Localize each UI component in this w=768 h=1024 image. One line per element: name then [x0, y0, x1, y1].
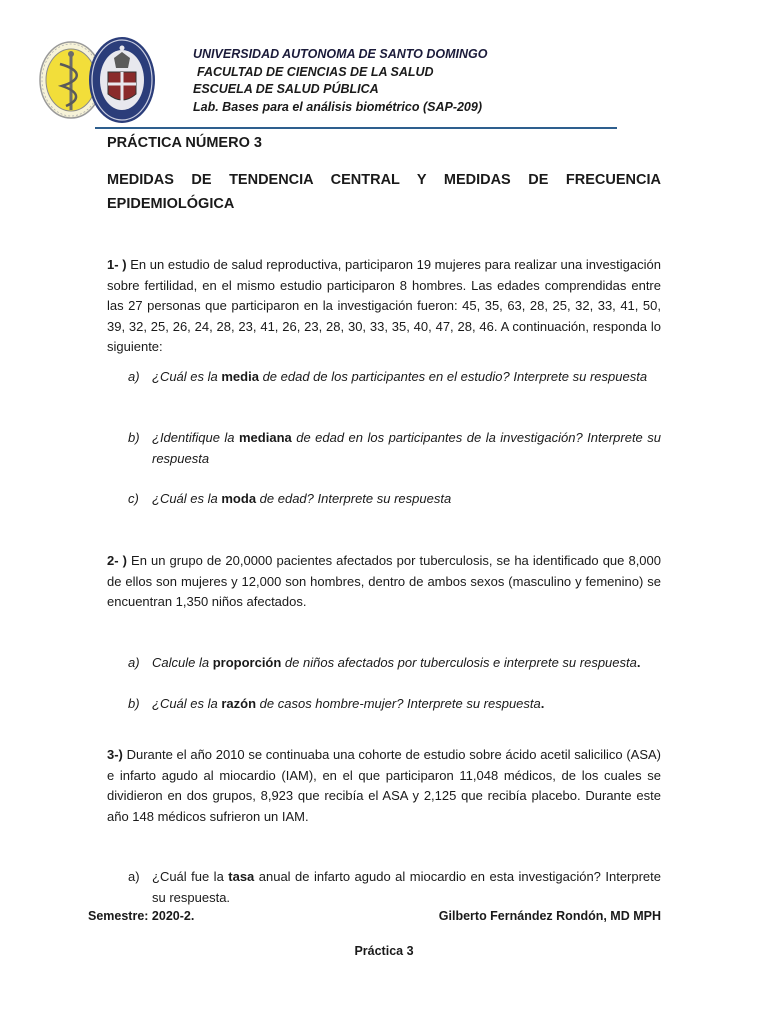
- faculty-name: FACULTAD DE CIENCIAS DE LA SALUD: [197, 64, 434, 79]
- practice-title: PRÁCTICA NÚMERO 3: [107, 135, 262, 151]
- question-number: 2- ): [107, 553, 127, 568]
- item-text: anual de infarto agudo al miocardio en esta investigación? Interprete su respuesta.: [152, 869, 662, 905]
- question-2b: [128, 694, 661, 715]
- item-marker: b): [128, 430, 140, 445]
- question-text: En un grupo de 20,0000 pacientes afectados por tuberculosis, se ha identificado que 8,000 de ellos son mujeres y 12,000 son hombres, dentro de ambos sexos (masculino y femenino) se encuentran 1,350 niños afectados.: [107, 553, 661, 609]
- item-marker: a): [128, 369, 140, 384]
- subtitle-line-2: EPIDEMIOLÓGICA: [107, 196, 235, 212]
- course-name: Lab. Bases para el análisis biométrico (SAP-209): [193, 99, 483, 114]
- item-keyword: razón: [221, 696, 257, 711]
- question-number: 3-): [107, 747, 123, 762]
- item-text: ¿Cuál es la: [152, 369, 222, 384]
- practice-subtitle: [107, 168, 661, 216]
- question-1b: [128, 428, 661, 469]
- item-text: de edad? Interprete su respuesta: [256, 491, 452, 506]
- subtitle-line-1: MEDIDAS DE TENDENCIA CENTRAL Y MEDIDAS DE FRECUENCIA: [107, 172, 661, 188]
- question-3: [107, 745, 661, 827]
- header-logos: [38, 36, 156, 124]
- item-keyword: media: [221, 369, 259, 384]
- school-name: ESCUELA DE SALUD PÚBLICA: [193, 82, 379, 96]
- item-end: .: [540, 696, 545, 711]
- item-keyword: moda: [221, 491, 257, 506]
- item-text: ¿Identifique la: [152, 430, 239, 445]
- footer-author: Gilberto Fernández Rondón, MD MPH: [438, 909, 661, 923]
- university-name: UNIVERSIDAD AUTONOMA DE SANTO DOMINGO: [193, 47, 488, 61]
- question-2a: [128, 653, 661, 674]
- question-number: 1- ): [107, 257, 127, 272]
- item-marker: c): [128, 491, 139, 506]
- header-divider: [95, 127, 617, 129]
- item-text: de casos hombre-mujer? Interprete su respuesta: [256, 696, 541, 711]
- item-marker: a): [128, 869, 140, 884]
- item-keyword: proporción: [212, 655, 282, 670]
- question-2: [107, 551, 661, 613]
- question-1: [107, 255, 661, 358]
- item-text: ¿Cuál es la: [152, 491, 222, 506]
- footer-semester: Semestre: 2020-2.: [88, 909, 195, 923]
- item-text: de edad de los participantes en el estudio? Interprete su respuesta: [258, 369, 648, 384]
- item-text: ¿Cuál fue la: [152, 869, 229, 884]
- question-text: Durante el año 2010 se continuaba una cohorte de estudio sobre ácido acetil salicilico (ASA) e infarto agudo al miocardio (IAM), en el que participaron 11,048 médicos, de los cuales se dividieron en dos grupos, 8,923 que recibía el ASA y 2,125 que recibía placebo. Durante este año 148 médicos sufrieron un IAM.: [107, 747, 661, 824]
- institution-header: [193, 46, 487, 116]
- question-1a: [128, 367, 661, 388]
- question-1c: [128, 489, 661, 510]
- item-keyword: tasa: [228, 869, 255, 884]
- item-keyword: mediana: [239, 430, 292, 445]
- university-seal-logo: [88, 36, 156, 124]
- page-label: Práctica 3: [354, 944, 414, 958]
- item-marker: b): [128, 696, 140, 711]
- question-text: En un estudio de salud reproductiva, participaron 19 mujeres para realizar una investigación sobre fertilidad, en el mismo estudio participaron 8 hombres. Las edades comprendidas entre las 27 personas que participaron en la investigación fueron: 45, 35, 63, 28, 25, 32, 33, 41, 50, 39, 32, 25, 26, 24, 28, 23, 41, 26, 23, 28, 30, 33, 35, 40, 47, 28, 46. A continuación, responda lo siguiente:: [107, 257, 661, 354]
- item-marker: a): [128, 655, 140, 670]
- item-text: Calcule la: [152, 655, 213, 670]
- item-text: de niños afectados por tuberculosis e interprete su respuesta: [281, 655, 637, 670]
- item-text: ¿Cuál es la: [152, 696, 222, 711]
- question-3a: [128, 867, 661, 908]
- item-text: de edad en los participantes de la investigación? Interprete su respuesta: [152, 430, 661, 466]
- item-end: .: [636, 655, 641, 670]
